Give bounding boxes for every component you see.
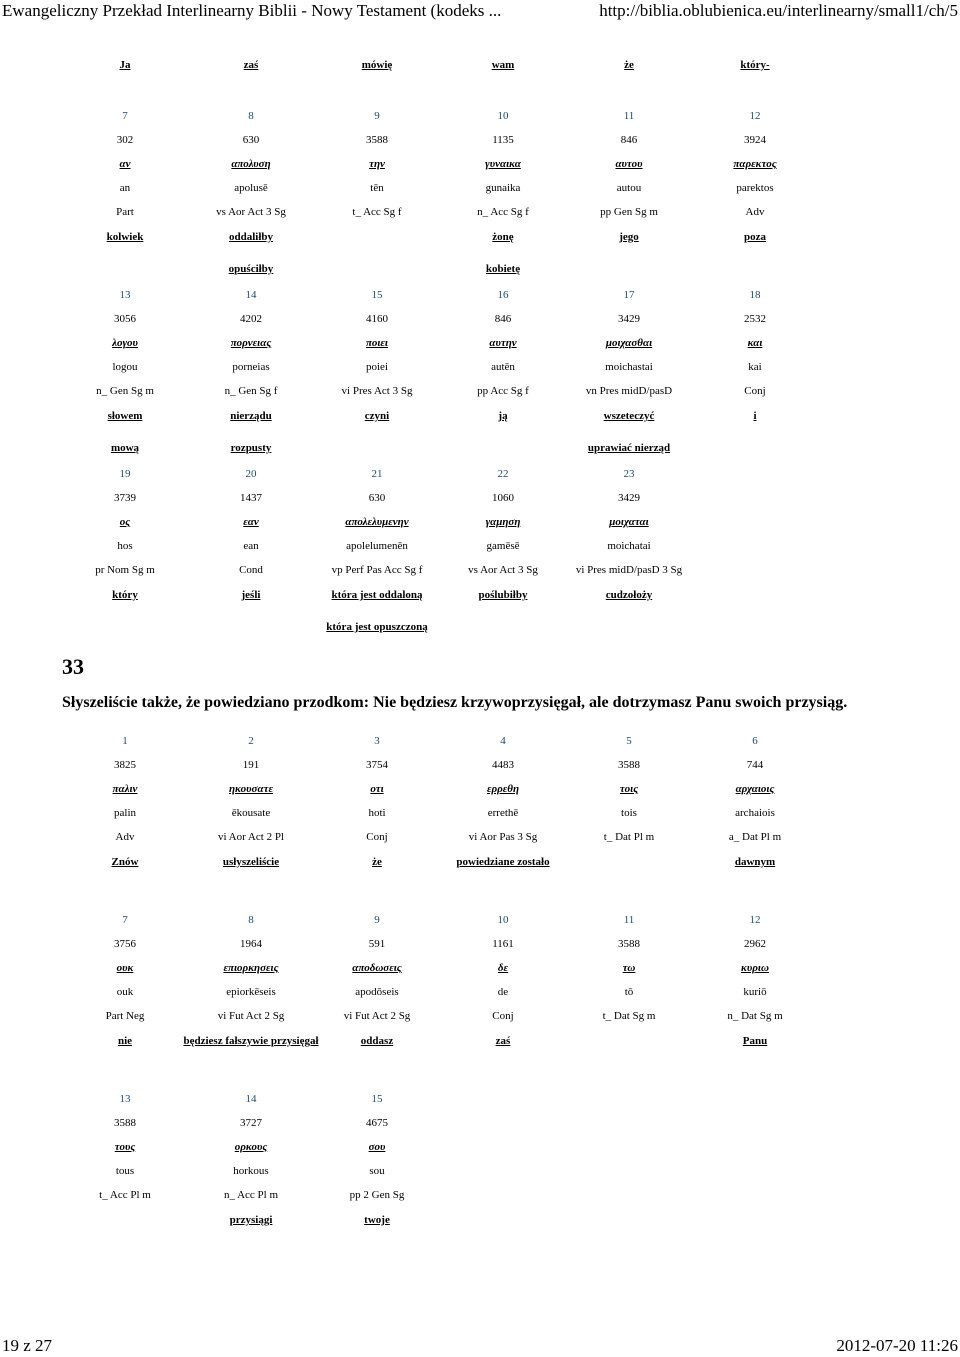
block3-word-number-row	[0, 466, 960, 482]
block1-alt-translation-2[interactable]: opuściłby	[228, 263, 274, 275]
block4-translation-row	[0, 854, 960, 870]
block2-morphology-1: n_ Gen Sg m	[96, 385, 154, 397]
block5-morphology-4: Conj	[492, 1010, 514, 1022]
block2-word-number-5: 17	[623, 289, 635, 301]
block2-strong-number-6: 2532	[744, 313, 766, 325]
block5-translation-row	[0, 1033, 960, 1049]
block2-word-number-6: 18	[749, 289, 761, 301]
block2-word-number-2: 14	[245, 289, 257, 301]
block5-morphology-6: n_ Dat Sg m	[727, 1010, 783, 1022]
block3-transliteration-row	[0, 538, 960, 554]
block4-translation-4[interactable]: powiedziane zostało	[456, 856, 550, 868]
block5-greek-word-3[interactable]: αποδωσεις	[352, 962, 402, 974]
block1-morphology-5: pp Gen Sg m	[600, 206, 658, 218]
block5-morphology-2: vi Fut Act 2 Sg	[217, 1010, 285, 1022]
block4-greek-word-6[interactable]: αρχαιοις	[735, 783, 775, 795]
block2-strong-number-3: 4160	[366, 313, 388, 325]
block5-transliteration-3: apodōseis	[355, 986, 399, 998]
verse-number: 33	[62, 654, 84, 679]
block6-morphology-2: n_ Acc Pl m	[223, 1189, 279, 1201]
block4-word-number-1: 1	[122, 735, 128, 747]
block3-morphology-5: vi Pres midD/pasD 3 Sg	[575, 564, 683, 576]
block4-morphology-2: vi Aor Act 2 Pl	[217, 831, 284, 843]
block4-greek-word-2[interactable]: ηκουσατε	[229, 783, 273, 795]
page-counter: 19 z 27	[2, 1336, 53, 1355]
block2-morphology-3: vi Pres Act 3 Sg	[341, 385, 413, 397]
block1-morphology-1: Part	[116, 206, 134, 218]
block5-word-number-3: 9	[374, 914, 380, 926]
page-url[interactable]: http://biblia.oblubienica.eu/interlinearny/small1/ch/5	[599, 1, 958, 20]
block2-strong-number-row	[0, 311, 960, 327]
block2-translation-6[interactable]: i	[753, 410, 757, 422]
block3-greek-word-2[interactable]: εαν	[243, 516, 259, 528]
block1-transliteration-row	[0, 180, 960, 196]
block3-transliteration-5: moichatai	[607, 540, 651, 552]
block5-word-number-5: 11	[623, 914, 635, 926]
block2-transliteration-2: porneias	[232, 361, 270, 373]
block1-morphology-row	[0, 204, 960, 220]
block3-strong-number-5: 3429	[618, 492, 640, 504]
block6-strong-number-3: 4675	[366, 1117, 388, 1129]
block4-word-number-row	[0, 733, 960, 749]
block3-word-number-2: 20	[245, 468, 257, 480]
block2-word-number-row	[0, 287, 960, 303]
block5-translation-6[interactable]: Panu	[742, 1035, 768, 1047]
block1-word-number-3: 9	[374, 110, 380, 122]
block3-morphology-row	[0, 562, 960, 578]
block4-transliteration-1: palin	[114, 807, 136, 819]
block6-transliteration-1: tous	[115, 1165, 135, 1177]
block5-greek-word-4[interactable]: δε	[497, 962, 509, 974]
block1-word-number-1: 7	[122, 110, 128, 122]
block1-greek-word-6[interactable]: παρεκτος	[733, 158, 777, 170]
block3-translation-4[interactable]: poślubiłby	[478, 589, 528, 601]
block2-morphology-2: n_ Gen Sg f	[224, 385, 278, 397]
block1-transliteration-6: parektos	[736, 182, 774, 194]
block2-morphology-5: vn Pres midD/pasD	[585, 385, 673, 397]
block6-transliteration-3: sou	[369, 1165, 385, 1177]
block4-transliteration-4: errethē	[487, 807, 519, 819]
block2-transliteration-3: poiei	[366, 361, 388, 373]
polish-word-6[interactable]: który-	[740, 59, 770, 71]
block5-translation-2[interactable]: będziesz fałszywie przysięgał	[183, 1035, 319, 1047]
block4-greek-word-1[interactable]: παλιν	[112, 783, 138, 795]
block1-greek-word-2[interactable]: απολυση	[231, 158, 271, 170]
block1-strong-number-5: 846	[620, 134, 638, 146]
block1-word-number-5: 11	[623, 110, 635, 122]
block5-transliteration-1: ouk	[116, 986, 134, 998]
block1-morphology-2: vs Aor Act 3 Sg	[216, 206, 286, 218]
block3-morphology-2: Cond	[239, 564, 263, 576]
block3-strong-number-3: 630	[368, 492, 386, 504]
block3-greek-word-5[interactable]: μοιχαται	[609, 516, 649, 528]
block5-transliteration-2: epiorkēseis	[226, 986, 276, 998]
block4-translation-6[interactable]: dawnym	[734, 856, 776, 868]
block5-translation-1[interactable]: nie	[117, 1035, 133, 1047]
block1-greek-word-1[interactable]: αν	[119, 158, 131, 170]
block1-transliteration-4: gunaika	[485, 182, 521, 194]
block3-greek-word-4[interactable]: γαμηση	[485, 516, 521, 528]
block3-strong-number-1: 3739	[114, 492, 136, 504]
block4-transliteration-6: archaiois	[735, 807, 775, 819]
block3-morphology-1: pr Nom Sg m	[95, 564, 155, 576]
block1-word-number-2: 8	[248, 110, 254, 122]
block4-strong-number-2: 191	[242, 759, 260, 771]
block4-morphology-4: vi Aor Pas 3 Sg	[468, 831, 538, 843]
block4-word-number-6: 6	[752, 735, 758, 747]
block5-strong-number-4: 1161	[492, 938, 514, 950]
block4-morphology-row	[0, 829, 960, 845]
block5-strong-number-6: 2962	[744, 938, 766, 950]
block1-strong-number-3: 3588	[366, 134, 388, 146]
block2-alt-translation-2[interactable]: rozpusty	[230, 442, 272, 454]
block6-translation-2[interactable]: przysiągi	[229, 1214, 273, 1226]
browser-print-header	[0, 0, 960, 22]
block2-greek-word-2[interactable]: πορνειας	[230, 337, 272, 349]
block1-strong-number-2: 630	[242, 134, 260, 146]
block6-strong-number-2: 3727	[240, 1117, 262, 1129]
block2-translation-2[interactable]: nierządu	[230, 410, 272, 422]
block2-alt-translation-1[interactable]: mową	[110, 442, 140, 454]
block5-transliteration-6: kuriō	[743, 986, 767, 998]
block3-strong-number-4: 1060	[492, 492, 514, 504]
polish-word-3[interactable]: mówię	[361, 59, 393, 71]
block6-transliteration-2: horkous	[233, 1165, 269, 1177]
block5-strong-number-3: 591	[368, 938, 386, 950]
block3-transliteration-2: ean	[243, 540, 259, 552]
block4-morphology-6: a_ Dat Pl m	[728, 831, 782, 843]
block4-morphology-1: Adv	[115, 831, 135, 843]
block1-transliteration-5: autou	[616, 182, 642, 194]
block5-transliteration-row	[0, 984, 960, 1000]
block3-translation-5[interactable]: cudzołoży	[605, 589, 653, 601]
block3-transliteration-3: apolelumenēn	[346, 540, 408, 552]
block2-greek-word-1[interactable]: λογου	[112, 337, 138, 349]
block4-greek-word-3[interactable]: οτι	[370, 783, 384, 795]
block1-word-number-row	[0, 108, 960, 124]
block3-word-number-4: 22	[497, 468, 509, 480]
block4-greek-word-5[interactable]: τοις	[619, 783, 639, 795]
block5-morphology-1: Part Neg	[105, 1010, 145, 1022]
block5-strong-number-5: 3588	[618, 938, 640, 950]
block6-greek-word-3[interactable]: σου	[368, 1141, 386, 1153]
block5-morphology-row	[0, 1008, 960, 1024]
block6-translation-row	[0, 1212, 960, 1228]
block5-strong-number-2: 1964	[240, 938, 262, 950]
block4-greek-word-row	[0, 781, 960, 797]
block4-word-number-2: 2	[248, 735, 254, 747]
block4-morphology-5: t_ Dat Pl m	[603, 831, 655, 843]
block3-translation-1[interactable]: który	[112, 589, 138, 601]
block2-greek-word-3[interactable]: ποιει	[366, 337, 388, 349]
block6-transliteration-row	[0, 1163, 960, 1179]
block2-strong-number-2: 4202	[240, 313, 262, 325]
block1-alt-translation-row	[0, 261, 960, 277]
block2-transliteration-4: autēn	[491, 361, 515, 373]
block4-word-number-4: 4	[500, 735, 506, 747]
block3-greek-word-1[interactable]: ος	[119, 516, 131, 528]
block4-translation-2[interactable]: usłyszeliście	[222, 856, 280, 868]
block1-strong-number-row	[0, 132, 960, 148]
block2-transliteration-5: moichastai	[605, 361, 653, 373]
block2-translation-5[interactable]: wszeteczyć	[603, 410, 655, 422]
block1-morphology-4: n_ Acc Sg f	[477, 206, 529, 218]
block3-morphology-3: vp Perf Pas Acc Sg f	[331, 564, 423, 576]
block3-greek-word-row	[0, 514, 960, 530]
block4-strong-number-row	[0, 757, 960, 773]
block1-transliteration-1: an	[119, 182, 131, 194]
block2-greek-word-5[interactable]: μοιχασθαι	[605, 337, 653, 349]
block3-transliteration-1: hos	[117, 540, 133, 552]
block5-greek-word-row	[0, 960, 960, 976]
block6-greek-word-1[interactable]: τους	[114, 1141, 136, 1153]
block1-strong-number-1: 302	[116, 134, 134, 146]
block2-translation-1[interactable]: słowem	[107, 410, 143, 422]
block4-greek-word-4[interactable]: ερρεθη	[486, 783, 520, 795]
block1-word-number-4: 10	[497, 110, 509, 122]
block5-transliteration-5: tō	[624, 986, 634, 998]
block1-transliteration-2: apolusē	[234, 182, 268, 194]
block3-morphology-4: vs Aor Act 3 Sg	[468, 564, 538, 576]
block2-word-number-1: 13	[119, 289, 131, 301]
block3-word-number-1: 19	[119, 468, 131, 480]
block5-word-number-row	[0, 912, 960, 928]
block1-greek-word-4[interactable]: γυναικα	[485, 158, 521, 170]
block2-strong-number-5: 3429	[618, 313, 640, 325]
block1-strong-number-4: 1135	[492, 134, 514, 146]
block5-morphology-3: vi Fut Act 2 Sg	[343, 1010, 411, 1022]
block1-translation-5[interactable]: jego	[619, 231, 639, 243]
block6-greek-word-row	[0, 1139, 960, 1155]
block5-transliteration-4: de	[497, 986, 509, 998]
block5-greek-word-2[interactable]: επιορκησεις	[223, 962, 279, 974]
block2-greek-word-4[interactable]: αυτην	[489, 337, 517, 349]
block6-word-number-row	[0, 1091, 960, 1107]
block2-morphology-row	[0, 383, 960, 399]
block4-transliteration-row	[0, 805, 960, 821]
block3-translation-row	[0, 587, 960, 603]
block1-morphology-3: t_ Acc Sg f	[352, 206, 402, 218]
block1-transliteration-3: tēn	[370, 182, 384, 194]
block6-morphology-1: t_ Acc Pl m	[99, 1189, 151, 1201]
block5-word-number-6: 12	[749, 914, 761, 926]
block4-strong-number-5: 3588	[618, 759, 640, 771]
block4-translation-3[interactable]: że	[372, 856, 382, 868]
block5-morphology-5: t_ Dat Sg m	[602, 1010, 656, 1022]
block5-strong-number-1: 3756	[114, 938, 136, 950]
block1-word-number-6: 12	[749, 110, 761, 122]
block3-translation-2[interactable]: jeśli	[241, 589, 261, 601]
polish-word-4[interactable]: wam	[491, 59, 515, 71]
polish-word-row	[0, 57, 960, 73]
polish-word-2[interactable]: zaś	[243, 59, 259, 71]
block1-translation-2[interactable]: oddaliłby	[228, 231, 274, 243]
polish-word-1[interactable]: Ja	[119, 59, 131, 71]
block2-transliteration-1: logou	[112, 361, 138, 373]
block5-translation-3[interactable]: oddasz	[360, 1035, 394, 1047]
block1-strong-number-6: 3924	[744, 134, 766, 146]
block4-strong-number-3: 3754	[366, 759, 388, 771]
block1-greek-word-3[interactable]: την	[369, 158, 385, 170]
block4-word-number-5: 5	[626, 735, 632, 747]
block5-word-number-1: 7	[122, 914, 128, 926]
block4-transliteration-5: tois	[621, 807, 637, 819]
block6-word-number-1: 13	[119, 1093, 131, 1105]
block4-translation-1[interactable]: Znów	[111, 856, 139, 868]
browser-print-footer	[0, 1335, 960, 1357]
block6-word-number-2: 14	[245, 1093, 257, 1105]
block2-transliteration-6: kai	[748, 361, 762, 373]
block3-strong-number-2: 1437	[240, 492, 262, 504]
block2-translation-row	[0, 408, 960, 424]
block4-transliteration-2: ēkousate	[231, 807, 271, 819]
block5-strong-number-row	[0, 936, 960, 952]
block1-translation-1[interactable]: kolwiek	[106, 231, 144, 243]
block4-morphology-3: Conj	[366, 831, 388, 843]
block3-strong-number-row	[0, 490, 960, 506]
block6-morphology-row	[0, 1187, 960, 1203]
block2-morphology-4: pp Acc Sg f	[477, 385, 529, 397]
block5-greek-word-6[interactable]: κυριω	[741, 962, 769, 974]
block2-morphology-6: Conj	[744, 385, 766, 397]
page-title: Ewangeliczny Przekład Interlinearny Biblii - Nowy Testament (kodeks ...	[2, 1, 502, 20]
block3-alt-translation-row	[0, 619, 960, 635]
print-date: 2012-07-20 11:26	[836, 1336, 958, 1355]
block1-translation-4[interactable]: żonę	[492, 231, 514, 243]
block3-greek-word-3[interactable]: απολελυμενην	[345, 516, 409, 528]
block2-translation-3[interactable]: czyni	[364, 410, 390, 422]
block1-translation-row	[0, 229, 960, 245]
block1-greek-word-row	[0, 156, 960, 172]
block5-word-number-4: 10	[497, 914, 509, 926]
block1-translation-6[interactable]: poza	[744, 231, 766, 243]
block6-word-number-3: 15	[371, 1093, 383, 1105]
block2-translation-4[interactable]: ją	[498, 410, 508, 422]
block5-word-number-2: 8	[248, 914, 254, 926]
block5-translation-4[interactable]: zaś	[495, 1035, 511, 1047]
block4-transliteration-3: hoti	[368, 807, 386, 819]
block5-greek-word-1[interactable]: ουκ	[116, 962, 134, 974]
block4-strong-number-6: 744	[746, 759, 764, 771]
block2-greek-word-row	[0, 335, 960, 351]
block2-word-number-4: 16	[497, 289, 509, 301]
block6-morphology-3: pp 2 Gen Sg	[349, 1189, 405, 1201]
block2-greek-word-6[interactable]: και	[747, 337, 763, 349]
polish-word-5[interactable]: że	[624, 59, 634, 71]
block2-alt-translation-row	[0, 440, 960, 456]
block4-strong-number-1: 3825	[114, 759, 136, 771]
block4-strong-number-4: 4483	[492, 759, 514, 771]
block5-greek-word-5[interactable]: τω	[622, 962, 636, 974]
block3-translation-3[interactable]: która jest oddaloną	[331, 589, 423, 601]
block6-translation-3[interactable]: twoje	[364, 1214, 390, 1226]
block3-word-number-3: 21	[371, 468, 383, 480]
block6-strong-number-1: 3588	[114, 1117, 136, 1129]
block6-strong-number-row	[0, 1115, 960, 1131]
block4-word-number-3: 3	[374, 735, 380, 747]
block2-word-number-3: 15	[371, 289, 383, 301]
block2-transliteration-row	[0, 359, 960, 375]
block1-morphology-6: Adv	[745, 206, 765, 218]
verse-text: Słyszeliście także, że powiedziano przodkom: Nie będziesz krzywoprzysięgał, ale dotrzymasz Panu swoich przysiąg.	[62, 694, 848, 711]
block1-alt-translation-4[interactable]: kobietę	[485, 263, 521, 275]
block3-word-number-5: 23	[623, 468, 635, 480]
block2-strong-number-1: 3056	[114, 313, 136, 325]
block2-strong-number-4: 846	[494, 313, 512, 325]
block6-greek-word-2[interactable]: ορκους	[234, 1141, 268, 1153]
block3-transliteration-4: gamēsē	[486, 540, 520, 552]
block3-alt-translation-3[interactable]: która jest opuszczoną	[326, 621, 428, 633]
block1-greek-word-5[interactable]: αυτου	[615, 158, 643, 170]
block2-alt-translation-5[interactable]: uprawiać nierząd	[587, 442, 671, 454]
